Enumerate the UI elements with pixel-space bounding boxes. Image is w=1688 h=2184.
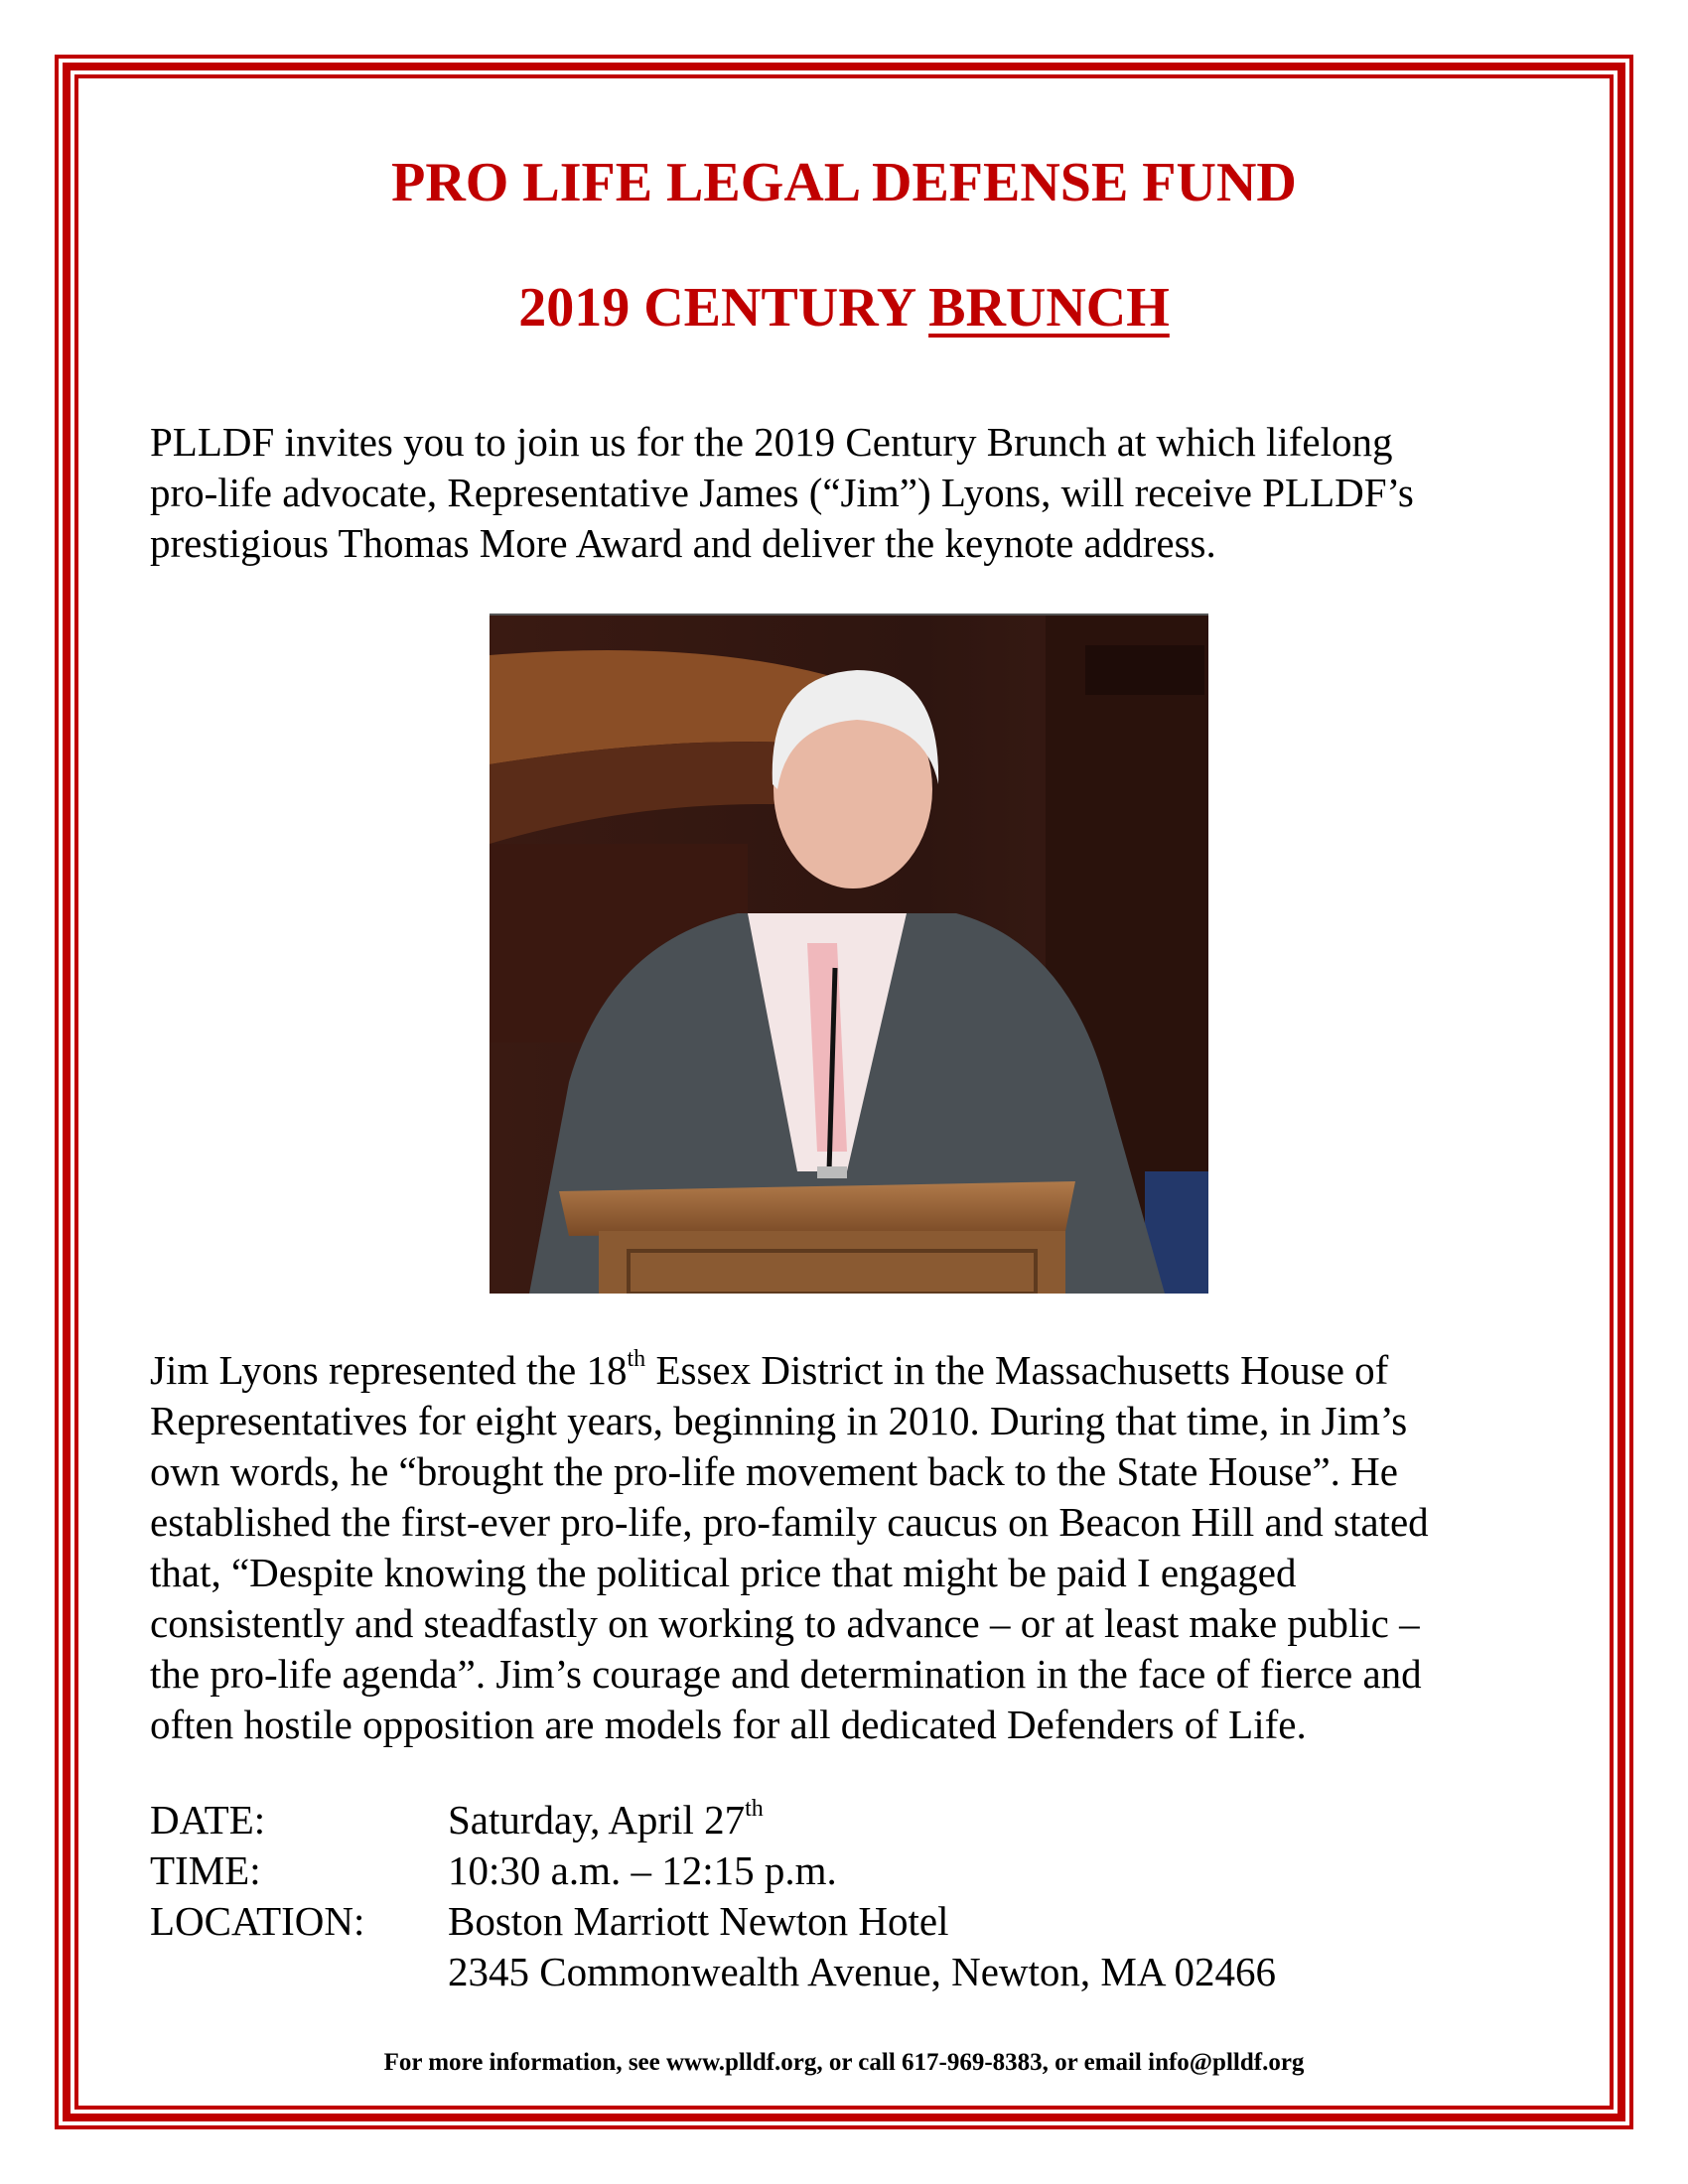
speaker-photo-illustration: [490, 615, 1208, 1294]
location-row: [150, 1896, 1276, 1947]
bio-line: consistently and steadfastly on working to advance – or at least make public –: [150, 1600, 1420, 1646]
event-details: [150, 1795, 1276, 1997]
spacer: [150, 1947, 448, 1997]
bio-line: the pro-life agenda”. Jim’s courage and determination in the face of fierce and: [150, 1651, 1422, 1697]
bio-paragraph: [150, 1345, 1429, 1750]
bio-line-text: Essex District in the Massachusetts House of: [645, 1347, 1389, 1393]
location-label: LOCATION:: [150, 1898, 365, 1944]
time-label: TIME:: [150, 1847, 261, 1893]
event-title-underlined: BRUNCH: [928, 277, 1170, 339]
superscript: th: [627, 1346, 646, 1372]
org-title: PRO LIFE LEGAL DEFENSE FUND: [391, 152, 1297, 213]
intro-paragraph: [150, 417, 1414, 569]
bio-line-text: Jim Lyons represented the 18: [150, 1347, 628, 1393]
date-value: [448, 1795, 764, 1845]
intro-line: PLLDF invites you to join us for the 2019 Century Brunch at which lifelong: [150, 419, 1393, 465]
intro-line: pro-life advocate, Representative James (“Jim”) Lyons, will receive PLLDF’s: [150, 470, 1414, 515]
location-address-row: [150, 1947, 1276, 1997]
date-row: [150, 1795, 1276, 1845]
location-address: 2345 Commonwealth Avenue, Newton, MA 02466: [448, 1949, 1276, 1994]
date-label: DATE:: [150, 1797, 266, 1843]
bio-line: own words, he “brought the pro-life movement back to the State House”. He: [150, 1448, 1398, 1494]
bio-line: established the first-ever pro-life, pro-family caucus on Beacon Hill and stated: [150, 1499, 1429, 1545]
event-title: [0, 276, 1688, 340]
time-value: 10:30 a.m. – 12:15 p.m.: [448, 1847, 837, 1893]
time-row: [150, 1845, 1276, 1896]
speaker-photo: [490, 614, 1208, 1294]
event-title-prefix: 2019 CENTURY: [518, 277, 929, 339]
bio-line: often hostile opposition are models for all dedicated Defenders of Life.: [150, 1702, 1307, 1747]
bio-line: Representatives for eight years, beginning in 2010. During that time, in Jim’s: [150, 1398, 1408, 1443]
bio-line: [150, 1345, 1429, 1396]
contact-footer: For more information, see www.plldf.org, or call 617-969-8383, or email info@plldf.org: [383, 2049, 1305, 2076]
date-text: Saturday, April 27: [448, 1797, 746, 1843]
bio-line: that, “Despite knowing the political price that might be paid I engaged: [150, 1550, 1297, 1595]
superscript: th: [745, 1796, 764, 1822]
location-venue: Boston Marriott Newton Hotel: [448, 1898, 949, 1944]
intro-line: prestigious Thomas More Award and deliver the keynote address.: [150, 520, 1216, 566]
